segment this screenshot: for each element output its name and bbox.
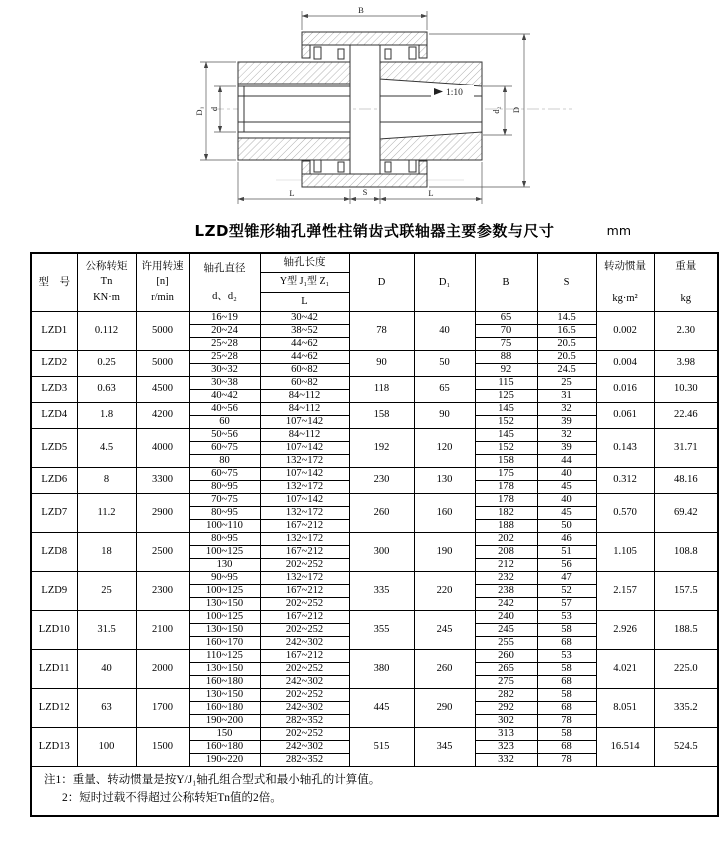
bore-length-cell: 242~302 — [260, 701, 349, 714]
model-cell: LZD11 — [31, 649, 77, 688]
D-cell: 118 — [349, 376, 414, 402]
bottom-flange — [302, 160, 427, 187]
col-header-model: 型 号 — [31, 253, 77, 311]
speed-cell: 2100 — [136, 610, 189, 649]
bore-diameter-cell: 190~200 — [189, 714, 260, 727]
bore-length-cell: 84~112 — [260, 389, 349, 402]
B-cell: 242 — [475, 597, 537, 610]
bore-diameter-cell: 60 — [189, 415, 260, 428]
dim-label-d: d — [209, 106, 219, 112]
S-cell: 50 — [537, 519, 596, 532]
D1-cell: 345 — [414, 727, 475, 766]
B-cell: 202 — [475, 532, 537, 545]
table-row — [31, 402, 718, 415]
D-cell: 445 — [349, 688, 414, 727]
S-cell: 68 — [537, 636, 596, 649]
bore-diameter-cell: 90~95 — [189, 571, 260, 584]
B-cell: 65 — [475, 311, 537, 324]
bore-length-cell: 107~142 — [260, 467, 349, 480]
bore-diameter-cell: 80~95 — [189, 480, 260, 493]
B-cell: 323 — [475, 740, 537, 753]
torque-cell: 1.8 — [77, 402, 136, 428]
weight-cell: 69.42 — [654, 493, 718, 532]
B-cell: 332 — [475, 753, 537, 766]
model-cell: LZD6 — [31, 467, 77, 493]
B-cell: 188 — [475, 519, 537, 532]
D-cell: 260 — [349, 493, 414, 532]
model-cell: LZD1 — [31, 311, 77, 350]
weight-cell: 31.71 — [654, 428, 718, 467]
bore-length-cell: 167~212 — [260, 545, 349, 558]
weight-unit: kg — [680, 292, 691, 304]
coupling-geometry — [238, 32, 482, 187]
B-cell: 92 — [475, 363, 537, 376]
bore-diameter-cell: 130~150 — [189, 662, 260, 675]
inertia-cell: 4.021 — [596, 649, 654, 688]
bore-length-cell: 167~212 — [260, 649, 349, 662]
speed-cell: 1500 — [136, 727, 189, 766]
bore-diameter-cell: 80 — [189, 454, 260, 467]
speed-cell: 5000 — [136, 350, 189, 376]
B-cell: 238 — [475, 584, 537, 597]
weight-cell: 188.5 — [654, 610, 718, 649]
bore-length-cell: 282~352 — [260, 714, 349, 727]
inertia-cell: 0.002 — [596, 311, 654, 350]
inertia-cell: 16.514 — [596, 727, 654, 766]
right-hub — [380, 62, 482, 160]
taper-annotation — [431, 85, 474, 98]
weight-cell: 3.98 — [654, 350, 718, 376]
B-cell: 88 — [475, 350, 537, 363]
bore-length-cell: 202~252 — [260, 662, 349, 675]
bore-length-cell: 132~172 — [260, 532, 349, 545]
S-cell: 20.5 — [537, 350, 596, 363]
bore-length-cell: 202~252 — [260, 558, 349, 571]
bore-diameter-cell: 190~220 — [189, 753, 260, 766]
S-cell: 78 — [537, 714, 596, 727]
inertia-cell: 0.016 — [596, 376, 654, 402]
S-cell: 39 — [537, 441, 596, 454]
notes-row — [31, 766, 718, 816]
B-cell: 158 — [475, 454, 537, 467]
col-header-bore-length-symbol: L — [260, 292, 349, 311]
title-row — [30, 220, 719, 241]
table-row — [31, 493, 718, 506]
table-notes — [31, 766, 718, 816]
D-cell: 230 — [349, 467, 414, 493]
table-row — [31, 688, 718, 701]
bore-diameter-cell: 160~180 — [189, 701, 260, 714]
center-sleeve — [350, 45, 380, 174]
bore-diameter-cell: 160~170 — [189, 636, 260, 649]
spec-table-header — [31, 253, 718, 311]
bore-diameter-cell: 100~125 — [189, 610, 260, 623]
B-cell: 182 — [475, 506, 537, 519]
model-cell: LZD8 — [31, 532, 77, 571]
bore-diameter-cell: 100~125 — [189, 545, 260, 558]
dim-label-s: S — [362, 187, 368, 197]
bore-diameter-cell: 100~125 — [189, 584, 260, 597]
B-cell: 152 — [475, 415, 537, 428]
page-title: LZD型锥形轴孔弹性柱销齿式联轴器主要参数与尺寸 — [194, 222, 555, 240]
note-2: 2：短时过载不得超过公称转矩Tn值的2倍。 — [62, 791, 282, 804]
inertia-cell: 0.570 — [596, 493, 654, 532]
B-cell: 178 — [475, 493, 537, 506]
table-row — [31, 467, 718, 480]
bore-length-cell: 167~212 — [260, 610, 349, 623]
B-cell: 125 — [475, 389, 537, 402]
S-cell: 58 — [537, 688, 596, 701]
B-cell: 292 — [475, 701, 537, 714]
bore-diameter-cell: 40~42 — [189, 389, 260, 402]
D1-cell: 220 — [414, 571, 475, 610]
col-header-bore-diameter — [189, 253, 260, 311]
bore-diameter-cell: 130~150 — [189, 688, 260, 701]
S-cell: 51 — [537, 545, 596, 558]
dim-label-big-d: D — [511, 106, 521, 114]
model-cell: LZD3 — [31, 376, 77, 402]
S-cell: 53 — [537, 649, 596, 662]
bore-diameter-cell: 60~75 — [189, 467, 260, 480]
torque-cell: 0.63 — [77, 376, 136, 402]
bore-diameter-cell: 110~125 — [189, 649, 260, 662]
bore-diameter-cell: 100~110 — [189, 519, 260, 532]
bore-length-cell: 84~112 — [260, 402, 349, 415]
S-cell: 20.5 — [537, 337, 596, 350]
speed-cell: 2000 — [136, 649, 189, 688]
bore-diameter-cell: 130 — [189, 558, 260, 571]
bore-length-cell: 30~42 — [260, 311, 349, 324]
dim-label-l-left: L — [289, 188, 295, 198]
S-cell: 44 — [537, 454, 596, 467]
col-header-speed — [136, 253, 189, 311]
col-header-weight — [654, 253, 718, 311]
torque-cell: 11.2 — [77, 493, 136, 532]
S-cell: 24.5 — [537, 363, 596, 376]
S-cell: 58 — [537, 623, 596, 636]
table-row — [31, 311, 718, 324]
B-cell: 255 — [475, 636, 537, 649]
bore-length-cell: 242~302 — [260, 636, 349, 649]
inertia-cell: 0.004 — [596, 350, 654, 376]
B-cell: 260 — [475, 649, 537, 662]
bore-diameter-symbols: d、d₂ — [212, 290, 237, 302]
D1-cell: 260 — [414, 649, 475, 688]
weight-cell: 2.30 — [654, 311, 718, 350]
B-cell: 232 — [475, 571, 537, 584]
dim-label-d1: D₁ — [194, 106, 204, 116]
speed-unit: r/min — [151, 292, 174, 304]
weight-cell: 225.0 — [654, 649, 718, 688]
table-row — [31, 610, 718, 623]
S-cell: 31 — [537, 389, 596, 402]
bore-diameter-cell: 25~28 — [189, 337, 260, 350]
S-cell: 58 — [537, 727, 596, 740]
bore-length-cell: 167~212 — [260, 584, 349, 597]
inertia-name: 转动惯量 — [604, 260, 646, 272]
torque-cell: 0.112 — [77, 311, 136, 350]
bore-diameter-cell: 16~19 — [189, 311, 260, 324]
speed-cell: 2900 — [136, 493, 189, 532]
bore-length-cell: 132~172 — [260, 571, 349, 584]
torque-unit: KN·m — [93, 292, 120, 304]
bore-diameter-cell: 60~75 — [189, 441, 260, 454]
B-cell: 265 — [475, 662, 537, 675]
B-cell: 178 — [475, 480, 537, 493]
D-cell: 158 — [349, 402, 414, 428]
inertia-cell: 2.926 — [596, 610, 654, 649]
B-cell: 282 — [475, 688, 537, 701]
model-cell: LZD13 — [31, 727, 77, 766]
bore-diameter-cell: 70~75 — [189, 493, 260, 506]
speed-cell: 1700 — [136, 688, 189, 727]
col-header-S: S — [537, 253, 596, 311]
torque-symbol: Tn — [100, 276, 113, 288]
S-cell: 16.5 — [537, 324, 596, 337]
bore-length-cell: 38~52 — [260, 324, 349, 337]
bore-length-cell: 44~62 — [260, 350, 349, 363]
weight-name: 重量 — [675, 260, 697, 272]
S-cell: 52 — [537, 584, 596, 597]
D1-cell: 290 — [414, 688, 475, 727]
D1-cell: 160 — [414, 493, 475, 532]
torque-cell: 25 — [77, 571, 136, 610]
weight-cell: 108.8 — [654, 532, 718, 571]
S-cell: 46 — [537, 532, 596, 545]
D1-cell: 190 — [414, 532, 475, 571]
bore-length-cell: 107~142 — [260, 441, 349, 454]
bore-length-cell: 132~172 — [260, 454, 349, 467]
speed-cell: 2300 — [136, 571, 189, 610]
B-cell: 313 — [475, 727, 537, 740]
weight-cell: 335.2 — [654, 688, 718, 727]
S-cell: 53 — [537, 610, 596, 623]
speed-cell: 4000 — [136, 428, 189, 467]
model-cell: LZD10 — [31, 610, 77, 649]
torque-cell: 100 — [77, 727, 136, 766]
S-cell: 40 — [537, 467, 596, 480]
bore-length-cell: 202~252 — [260, 688, 349, 701]
speed-cell: 3300 — [136, 467, 189, 493]
torque-cell: 63 — [77, 688, 136, 727]
bore-length-cell: 202~252 — [260, 623, 349, 636]
S-cell: 45 — [537, 506, 596, 519]
speed-name: 许用转速 — [141, 260, 184, 272]
weight-cell: 10.30 — [654, 376, 718, 402]
bore-length-cell: 202~252 — [260, 597, 349, 610]
model-cell: LZD9 — [31, 571, 77, 610]
torque-cell: 8 — [77, 467, 136, 493]
torque-cell: 4.5 — [77, 428, 136, 467]
bore-length-cell: 202~252 — [260, 727, 349, 740]
model-cell: LZD4 — [31, 402, 77, 428]
bore-diameter-cell: 25~28 — [189, 350, 260, 363]
col-header-torque — [77, 253, 136, 311]
torque-cell: 18 — [77, 532, 136, 571]
D-cell: 78 — [349, 311, 414, 350]
D1-cell: 130 — [414, 467, 475, 493]
weight-cell: 48.16 — [654, 467, 718, 493]
taper-label: 1:10 — [446, 88, 463, 98]
S-cell: 78 — [537, 753, 596, 766]
model-cell: LZD12 — [31, 688, 77, 727]
speed-cell: 2500 — [136, 532, 189, 571]
top-flange — [302, 32, 427, 59]
bore-diameter-cell: 160~180 — [189, 740, 260, 753]
bore-length-cell: 107~142 — [260, 415, 349, 428]
table-row — [31, 571, 718, 584]
B-cell: 152 — [475, 441, 537, 454]
S-cell: 68 — [537, 740, 596, 753]
bore-diameter-cell: 30~38 — [189, 376, 260, 389]
S-cell: 32 — [537, 428, 596, 441]
bore-diameter-cell: 30~32 — [189, 363, 260, 376]
col-header-D1: D₁ — [414, 253, 475, 311]
bore-diameter-cell: 40~56 — [189, 402, 260, 415]
weight-cell: 157.5 — [654, 571, 718, 610]
table-row — [31, 649, 718, 662]
B-cell: 275 — [475, 675, 537, 688]
torque-cell: 40 — [77, 649, 136, 688]
speed-cell: 4200 — [136, 402, 189, 428]
inertia-cell: 8.051 — [596, 688, 654, 727]
B-cell: 245 — [475, 623, 537, 636]
D-cell: 335 — [349, 571, 414, 610]
bore-length-cell: 167~212 — [260, 519, 349, 532]
speed-symbol: [n] — [156, 276, 169, 288]
S-cell: 45 — [537, 480, 596, 493]
bore-diameter-cell: 150 — [189, 727, 260, 740]
B-cell: 302 — [475, 714, 537, 727]
table-row — [31, 350, 718, 363]
B-cell: 175 — [475, 467, 537, 480]
S-cell: 32 — [537, 402, 596, 415]
spec-table — [30, 252, 719, 817]
speed-cell: 4500 — [136, 376, 189, 402]
col-header-bore-length-types: Y型 J₁型 Z₁ — [260, 272, 349, 292]
bore-diameter-cell: 50~56 — [189, 428, 260, 441]
S-cell: 58 — [537, 662, 596, 675]
bore-diameter-cell: 130~150 — [189, 623, 260, 636]
D-cell: 355 — [349, 610, 414, 649]
D-cell: 90 — [349, 350, 414, 376]
inertia-cell: 0.312 — [596, 467, 654, 493]
coupling-drawing — [180, 2, 580, 212]
table-row — [31, 376, 718, 389]
inertia-cell: 0.061 — [596, 402, 654, 428]
D-cell: 300 — [349, 532, 414, 571]
model-cell: LZD2 — [31, 350, 77, 376]
D1-cell: 65 — [414, 376, 475, 402]
model-cell: LZD7 — [31, 493, 77, 532]
spec-table-body — [31, 311, 718, 766]
dim-label-b: B — [358, 5, 364, 15]
bore-diameter-cell: 20~24 — [189, 324, 260, 337]
bore-length-cell: 107~142 — [260, 493, 349, 506]
S-cell: 56 — [537, 558, 596, 571]
table-row — [31, 532, 718, 545]
S-cell: 25 — [537, 376, 596, 389]
S-cell: 39 — [537, 415, 596, 428]
col-header-bore-length: 轴孔长度 — [260, 253, 349, 272]
B-cell: 145 — [475, 402, 537, 415]
dim-label-l-right: L — [428, 188, 434, 198]
D1-cell: 245 — [414, 610, 475, 649]
S-cell: 14.5 — [537, 311, 596, 324]
bore-length-cell: 282~352 — [260, 753, 349, 766]
bore-diameter-name: 轴孔直径 — [203, 262, 246, 274]
bore-diameter-cell: 80~95 — [189, 506, 260, 519]
dim-label-d2: d₂ — [491, 106, 501, 114]
bore-diameter-cell: 130~150 — [189, 597, 260, 610]
inertia-cell: 2.157 — [596, 571, 654, 610]
B-cell: 70 — [475, 324, 537, 337]
torque-cell: 31.5 — [77, 610, 136, 649]
B-cell: 208 — [475, 545, 537, 558]
left-hub — [238, 62, 350, 160]
bore-length-cell: 132~172 — [260, 506, 349, 519]
table-row — [31, 428, 718, 441]
D1-cell: 90 — [414, 402, 475, 428]
D1-cell: 120 — [414, 428, 475, 467]
torque-cell: 0.25 — [77, 350, 136, 376]
weight-cell: 524.5 — [654, 727, 718, 766]
bore-length-cell: 242~302 — [260, 675, 349, 688]
S-cell: 40 — [537, 493, 596, 506]
B-cell: 212 — [475, 558, 537, 571]
D1-cell: 40 — [414, 311, 475, 350]
bore-diameter-cell: 160~180 — [189, 675, 260, 688]
B-cell: 240 — [475, 610, 537, 623]
inertia-cell: 0.143 — [596, 428, 654, 467]
S-cell: 68 — [537, 675, 596, 688]
col-header-B: B — [475, 253, 537, 311]
bore-length-cell: 132~172 — [260, 480, 349, 493]
D-cell: 515 — [349, 727, 414, 766]
table-row — [31, 727, 718, 740]
bore-diameter-cell: 80~95 — [189, 532, 260, 545]
bore-length-cell: 84~112 — [260, 428, 349, 441]
bore-length-cell: 60~82 — [260, 376, 349, 389]
speed-cell: 5000 — [136, 311, 189, 350]
inertia-unit: kg·m² — [612, 292, 638, 304]
B-cell: 115 — [475, 376, 537, 389]
col-header-D: D — [349, 253, 414, 311]
unit-label: mm — [606, 223, 631, 238]
bore-length-cell: 44~62 — [260, 337, 349, 350]
note-1: 注1：重量、转动惯量是按Y/J₁轴孔组合型式和最小轴孔的计算值。 — [44, 773, 381, 786]
bore-length-cell: 242~302 — [260, 740, 349, 753]
inertia-cell: 1.105 — [596, 532, 654, 571]
B-cell: 75 — [475, 337, 537, 350]
col-header-inertia — [596, 253, 654, 311]
S-cell: 68 — [537, 701, 596, 714]
spec-table-notes — [31, 766, 718, 816]
S-cell: 47 — [537, 571, 596, 584]
D-cell: 380 — [349, 649, 414, 688]
bore-length-cell: 60~82 — [260, 363, 349, 376]
B-cell: 145 — [475, 428, 537, 441]
S-cell: 57 — [537, 597, 596, 610]
D1-cell: 50 — [414, 350, 475, 376]
D-cell: 192 — [349, 428, 414, 467]
model-cell: LZD5 — [31, 428, 77, 467]
torque-name: 公称转矩 — [85, 260, 128, 272]
weight-cell: 22.46 — [654, 402, 718, 428]
